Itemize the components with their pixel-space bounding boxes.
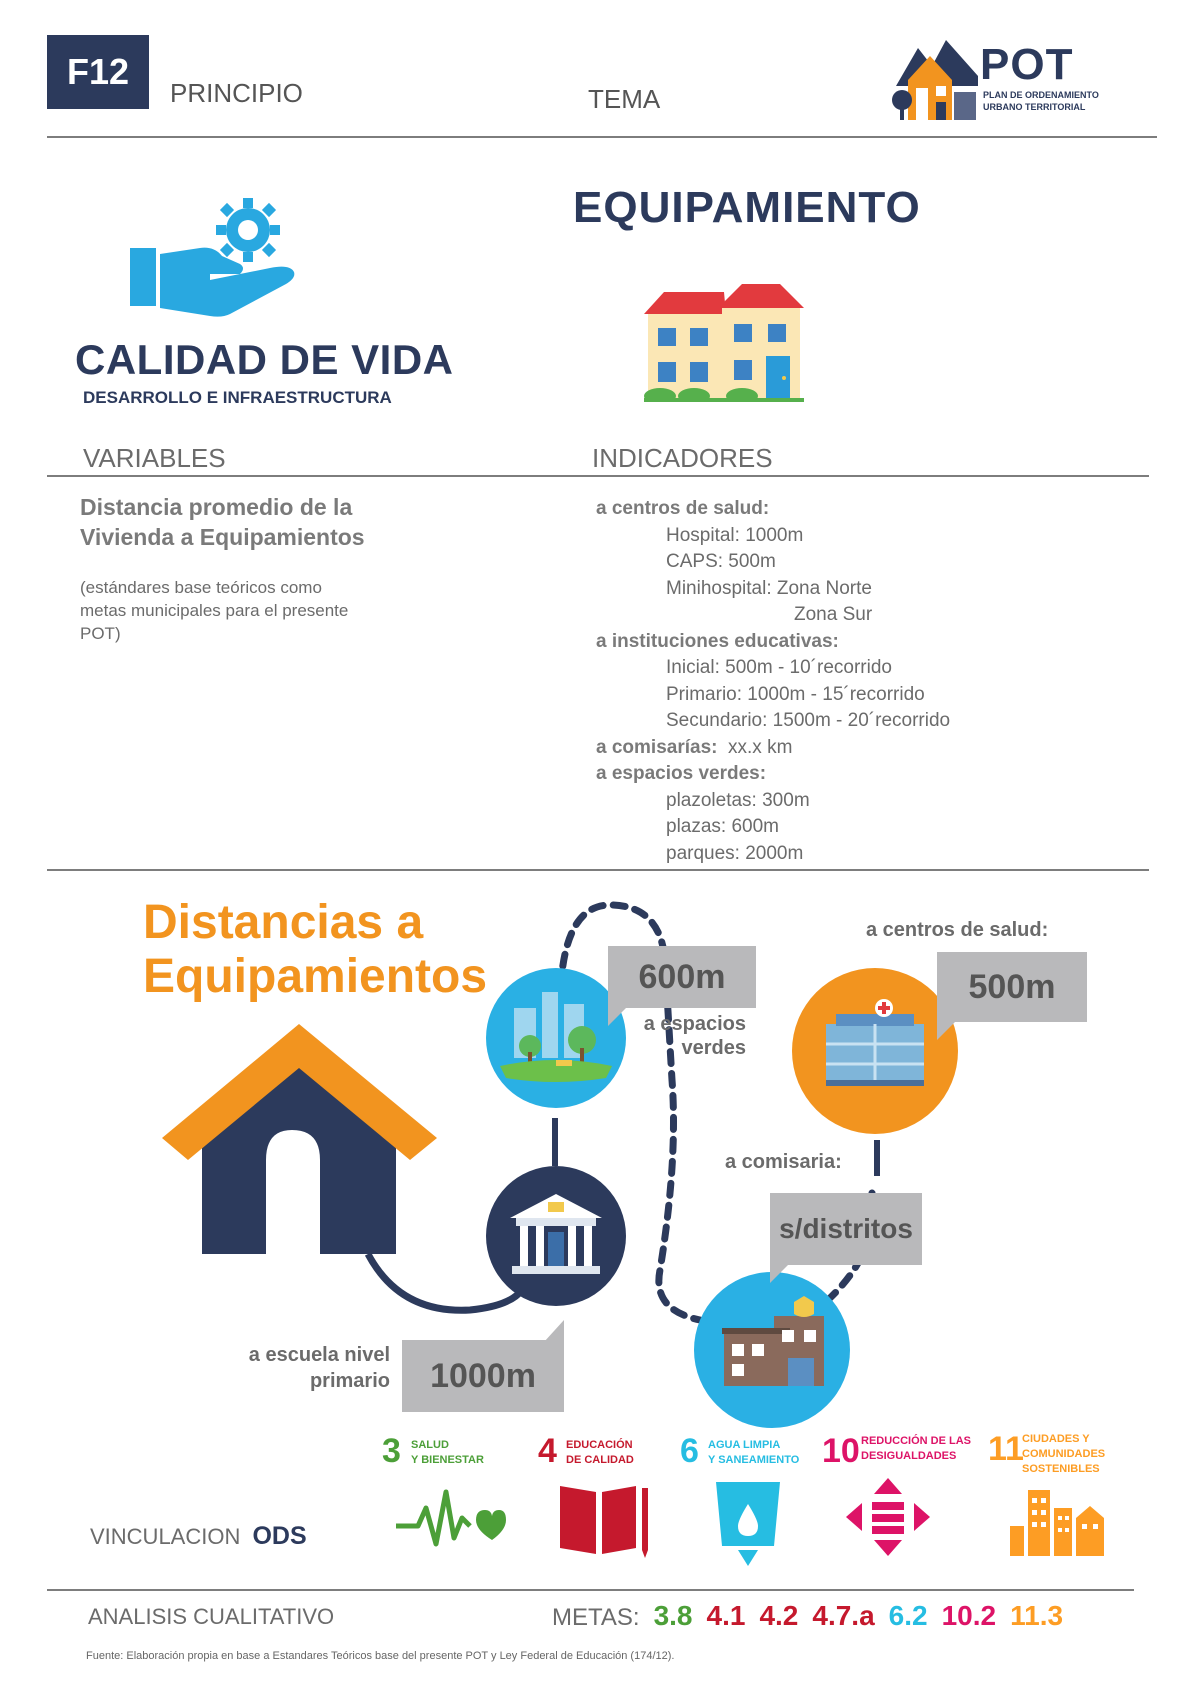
ods-11-title [1022,1432,1105,1477]
green-label [636,1012,746,1060]
ods-6-number: 6 [680,1432,699,1470]
header-divider [47,136,1157,138]
green-distance-value: 600m [608,946,756,1008]
variable-note-line-1: (estándares base teóricos como [80,578,322,597]
ods-11-title-line-1: CIUDADES Y [1022,1433,1090,1445]
metas-row [552,1600,1063,1632]
theme-title: EQUIPAMIENTO [573,183,921,232]
green-label-line-2: verdes [681,1037,746,1059]
theme-header: TEMA [588,84,661,114]
ods-3-title [411,1438,484,1468]
health-label: a centros de salud: [866,919,1049,941]
infographic-title-line-1: Distancias a [143,896,424,949]
ods-3-title-line-1: SALUD [411,1439,449,1451]
variable-title-line-1: Distancia promedio de la [80,494,353,520]
metas-label: METAS: [552,1604,640,1631]
ods-4-title-line-1: EDUCACIÓN [566,1439,633,1451]
pot-logo-mark [890,36,980,122]
police-station-icon [694,1272,850,1428]
indicator-category: a centros de salud: [596,498,770,519]
analysis-label: ANALISIS CUALITATIVO [88,1604,335,1629]
indicator-item: Zona Sur [794,604,873,625]
indicator-item: CAPS: 500m [666,551,776,572]
meta-value: 4.1 [706,1600,746,1631]
indicators-label: INDICADORES [592,443,773,473]
variable-title [80,492,365,552]
indicator-item: plazas: 600m [666,816,780,837]
school-label-line-1: a escuela nivel [248,1344,390,1366]
school-icon [486,1166,626,1306]
indicator-item: Inicial: 500m - 10´recorrido [666,657,892,678]
police-distance-value: s/distritos [770,1193,922,1265]
ods-divider [47,1589,1134,1591]
indicator-item: Secundario: 1500m - 20´recorrido [666,710,951,731]
water-glass-icon [716,1482,780,1566]
meta-value: 6.2 [888,1600,928,1631]
ods-6-title-line-2: Y SANEAMIENTO [708,1454,800,1466]
ods-11-title-line-2: COMUNIDADES [1022,1448,1106,1460]
variable-note-line-2: metas municipales para el presente [80,601,349,620]
infographic-title [143,896,487,1004]
meta-value: 11.3 [1010,1600,1064,1631]
infographic-divider [47,869,1149,871]
ods-10-title [861,1434,971,1464]
principle-header: PRINCIPIO [170,78,303,108]
school-tag-pointer [544,1320,564,1342]
ods-10-number: 10 [822,1432,860,1470]
indicator-category-row [596,735,1156,762]
section-divider [47,475,1149,477]
source-note: Fuente: Elaboración propia en base a Estandares Teóricos base del presente POT y Ley Federal de Educación (174/12). [86,1650,675,1662]
logo-subtitle-1: PLAN DE ORDENAMIENTO [983,90,1099,100]
police-tag-pointer [770,1263,790,1283]
city-icon [1010,1490,1104,1556]
variable-note-line-3: POT) [80,624,121,643]
logo-subtitle-2: URBANO TERRITORIAL [983,102,1086,112]
sheet-code: F12 [47,35,149,109]
meta-value: 3.8 [653,1600,693,1631]
indicator-item: Minihospital: Zona Norte [666,577,872,599]
ods-11-number: 11 [988,1430,1024,1468]
principle-title: CALIDAD DE VIDA [75,336,454,383]
ods-3-title-line-2: Y BIENESTAR [411,1454,484,1466]
building-icon [644,284,804,402]
indicator-list [596,496,1156,867]
pot-logo [890,36,1130,122]
ods-6-title-line-1: AGUA LIMPIA [708,1439,781,1451]
meta-value: 4.7.a [812,1600,875,1631]
indicator-item: parques: 2000m [666,842,804,864]
variable-title-line-2: Vivienda a Equipamientos [80,524,365,550]
ods-11-title-line-3: SOSTENIBLES [1022,1463,1100,1475]
green-label-line-1: a espacios [643,1013,746,1035]
book-icon [558,1482,650,1558]
ods-3-number: 3 [382,1432,401,1470]
meta-value: 10.2 [941,1600,997,1631]
health-tag-pointer [937,1020,957,1040]
ods-label [90,1522,307,1551]
house-icon [162,1020,437,1260]
ods-10-title-line-2: DESIGUALDADES [861,1450,957,1462]
ods-10-title-line-1: REDUCCIÓN DE LAS [861,1435,972,1447]
equality-arrows-icon [846,1478,930,1556]
police-label: a comisaria: [725,1151,842,1173]
indicator-value: xx.x km [717,736,793,758]
ods-label-bold: ODS [252,1522,307,1550]
indicator-category: a instituciones educativas: [596,630,839,652]
indicator-category: a comisarías: [596,736,718,758]
indicator-item: Hospital: 1000m [666,524,804,546]
ods-6-title [708,1438,799,1468]
ods-4-title [566,1438,634,1468]
school-label-line-2: primario [309,1370,390,1392]
variable-note [80,576,348,645]
school-distance-value: 1000m [402,1340,564,1412]
park-icon [486,968,626,1108]
principle-subtitle: DESARROLLO E INFRAESTRUCTURA [83,388,392,407]
logo-text: POT [980,40,1074,89]
meta-value: 4.2 [759,1600,799,1631]
ods-4-title-line-2: DE CALIDAD [566,1454,634,1466]
indicator-item: Primario: 1000m - 15´recorrido [666,683,925,705]
school-label [220,1342,390,1394]
indicator-category: a espacios verdes: [596,763,767,784]
indicator-item: plazoletas: 300m [666,789,810,811]
hand-gear-icon [130,196,298,318]
green-tag-pointer [608,1006,628,1026]
variables-label: VARIABLES [83,443,226,473]
ods-label-text: VINCULACION [90,1524,241,1549]
hospital-icon [792,968,958,1134]
infographic-title-line-2: Equipamientos [143,950,488,1003]
ods-4-number: 4 [538,1432,557,1470]
heartbeat-icon [396,1486,506,1556]
health-distance-value: 500m [937,952,1087,1022]
